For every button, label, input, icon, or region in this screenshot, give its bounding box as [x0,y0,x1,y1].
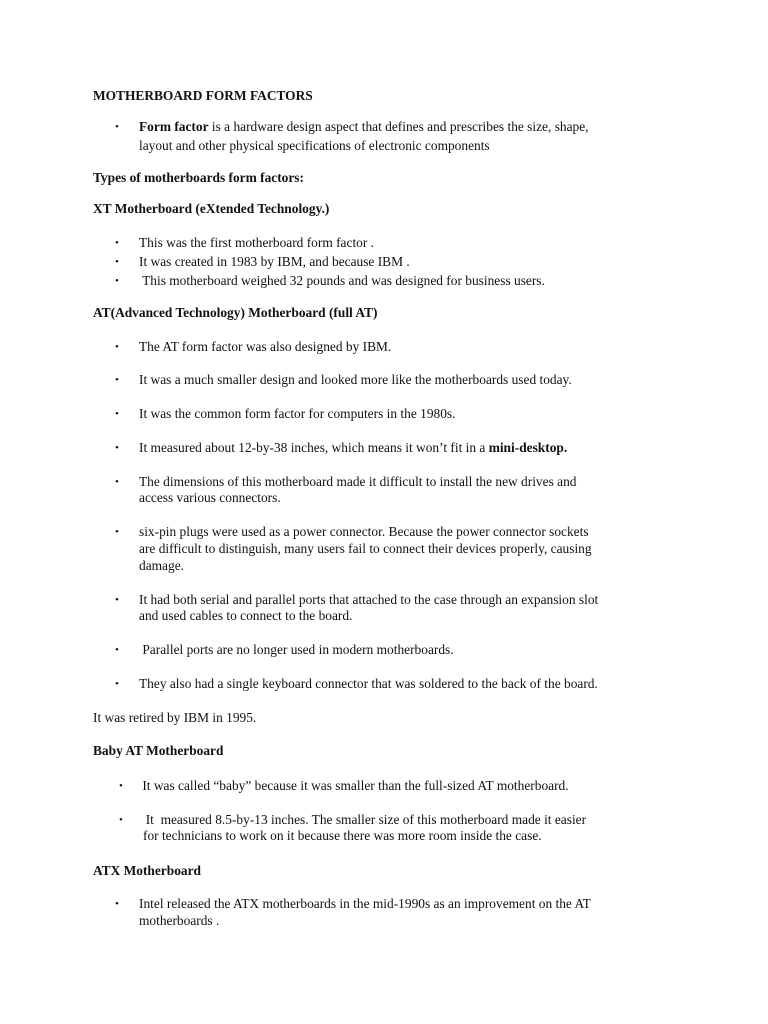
bullet-icon: • [115,644,119,656]
at-bullet-9: They also had a single keyboard connector that was soldered to the back of the board. [139,676,598,691]
bullet-icon: • [115,275,119,287]
intro-line-1 [139,119,589,135]
bullet-icon: • [115,237,119,249]
bullet-icon: • [115,678,119,690]
intro-line-2: layout and other physical specifications of electronic components [139,138,490,153]
baby-at-heading: Baby AT Motherboard [93,743,224,758]
intro-definition-text: is a hardware design aspect that defines and prescribes the size, shape, [208,119,589,134]
baby-bullet-2-line-2: for technicians to work on it because there was more room inside the case. [143,828,542,843]
bullet-icon: • [115,341,119,353]
xt-bullet-1: This was the first motherboard form factor . [139,235,375,250]
bullet-icon: • [115,476,119,488]
types-heading: Types of motherboards form factors: [93,170,304,185]
at-bullet-5-line-1: The dimensions of this motherboard made it difficult to install the new drives and [139,474,577,489]
at-bullet-4-text: It measured about 12-by-38 inches, which means it won’t fit in a [139,440,489,455]
bullet-icon: • [115,121,119,133]
at-bullet-1: The AT form factor was also designed by IBM. [139,339,392,354]
xt-bullet-3: This motherboard weighed 32 pounds and was designed for business users. [139,273,545,288]
bullet-icon: • [115,256,119,268]
bullet-icon: • [115,374,119,386]
term-mini-desktop: mini-desktop. [488,440,568,455]
bullet-icon: • [115,408,119,420]
bullet-icon: • [115,442,119,454]
at-bullet-6-line-3: damage. [139,558,184,573]
at-bullet-3: It was the common form factor for computers in the 1980s. [139,406,456,421]
xt-bullet-2: It was created in 1983 by IBM, and because IBM . [139,254,410,269]
at-bullet-4 [139,440,567,456]
page-title: MOTHERBOARD FORM FACTORS [93,88,313,103]
bullet-icon: • [119,814,123,826]
at-bullet-6-line-2: are difficult to distinguish, many users fail to connect their devices properly, causing [139,541,592,556]
at-heading: AT(Advanced Technology) Motherboard (full AT) [93,305,378,320]
atx-bullet-1-line-2: motherboards . [139,913,220,928]
atx-bullet-1-line-1: Intel released the ATX motherboards in the mid-1990s as an improvement on the AT [139,896,591,911]
at-bullet-2: It was a much smaller design and looked more like the motherboards used today. [139,372,572,387]
at-bullet-6-line-1: six-pin plugs were used as a power connector. Because the power connector sockets [139,524,589,539]
bullet-icon: • [115,526,119,538]
at-retired-note: It was retired by IBM in 1995. [93,710,257,725]
bullet-icon: • [115,594,119,606]
bullet-icon: • [115,898,119,910]
baby-bullet-2-line-1: It measured 8.5-by-13 inches. The smaller size of this motherboard made it easier [139,812,587,827]
bullet-icon: • [119,780,123,792]
at-bullet-7-line-1: It had both serial and parallel ports that attached to the case through an expansion slot [139,592,599,607]
xt-heading: XT Motherboard (eXtended Technology.) [93,201,330,216]
atx-heading: ATX Motherboard [93,863,201,878]
at-bullet-5-line-2: access various connectors. [139,490,281,505]
at-bullet-7-line-2: and used cables to connect to the board. [139,608,353,623]
term-form-factor: Form factor [139,119,209,134]
at-bullet-8: Parallel ports are no longer used in modern motherboards. [139,642,454,657]
baby-bullet-1: It was called “baby” because it was smaller than the full-sized AT motherboard. [139,778,569,793]
